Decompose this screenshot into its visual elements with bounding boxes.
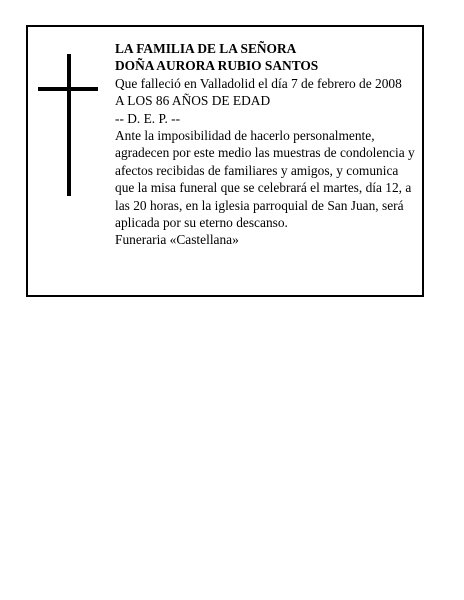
rip-line: -- D. E. P. --: [115, 110, 181, 126]
notice-body: Ante la imposibilidad de hacerlo personalmente, agradecen por este medio las muestras de condolencia y afectos recibidas de familiares y amigos, y comunica que la misa funeral que se celebrará el martes, día 12, a las 20 horas, en la iglesia parroquial de San Juan, será aplicada por su eterno descanso.: [115, 128, 415, 231]
funeral-home: Funeraria «Castellana»: [115, 232, 239, 248]
notice-text: [115, 40, 420, 249]
cross-horizontal-bar: [38, 87, 98, 91]
obituary-notice: [26, 25, 424, 297]
family-line: LA FAMILIA DE LA SEÑORA: [115, 41, 297, 56]
deceased-name: DOÑA AURORA RUBIO SANTOS: [115, 58, 319, 74]
death-info: Que falleció en Valladolid el día 7 de febrero de 2008: [115, 75, 402, 91]
age-line: A LOS 86 AÑOS DE EDAD: [115, 93, 271, 109]
cross-vertical-bar: [67, 54, 71, 196]
